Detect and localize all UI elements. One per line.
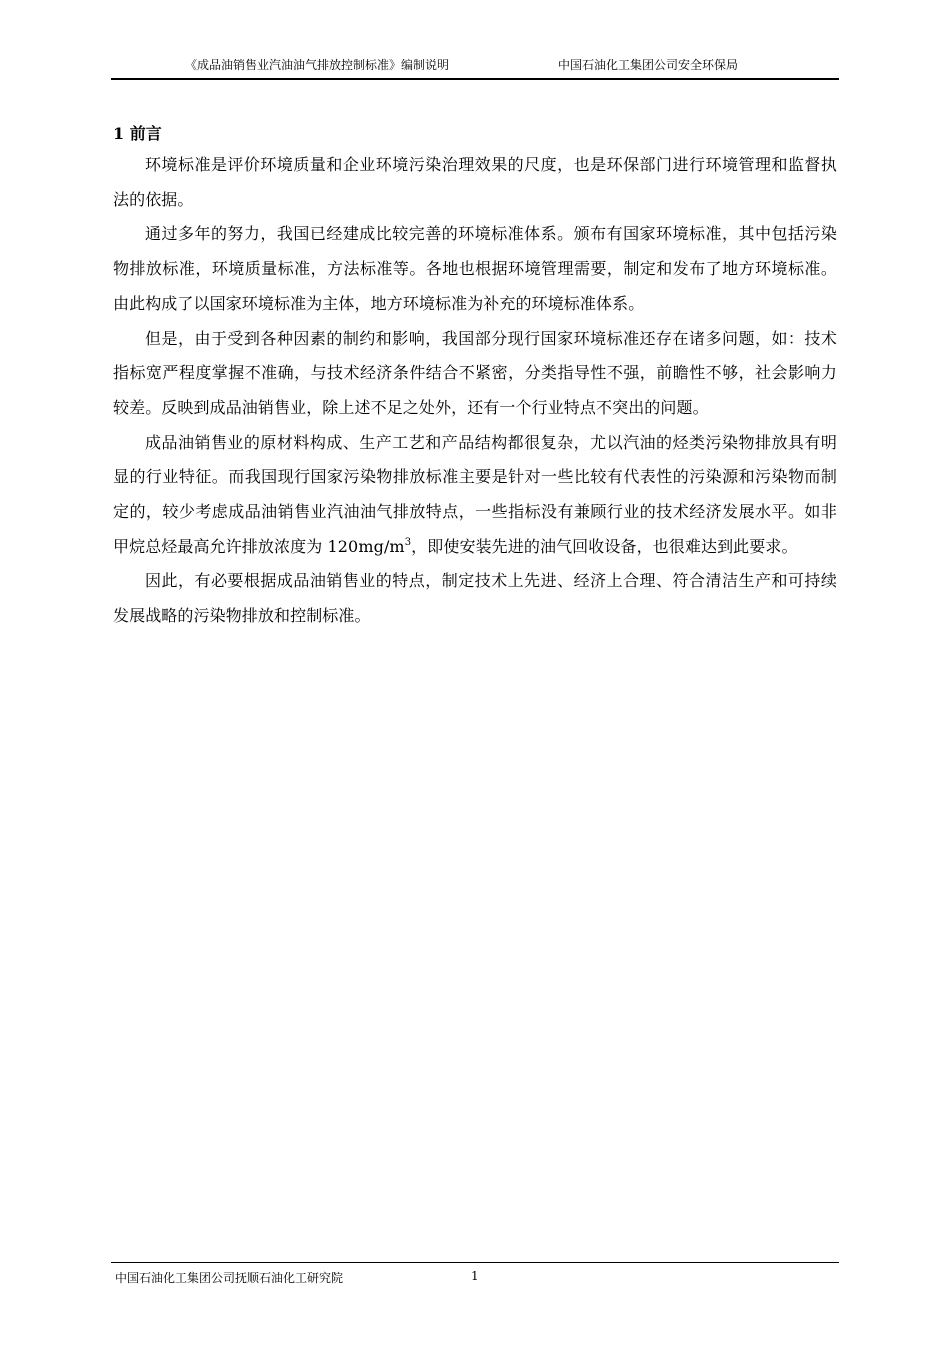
- issuing-bureau-header: 中国石油化工集团公司安全环保局: [558, 58, 739, 72]
- page-footer: [111, 1262, 839, 1293]
- paragraph-4-text: 成品油销售业的原材料构成、生产工艺和产品结构都很复杂，尤以汽油的烃类污染物排放具有明显的行业特征。而我国现行国家污染物排放标准主要是针对一些比较有代表性的污染源和污染物而制定的，较少考虑成品油销售业汽油油气排放特点，一些指标没有兼顾行业的技术经济发展水平。如非甲烷总烃最高允许排放浓度为 120mg/m: [113, 432, 837, 556]
- page-number: 1: [471, 1269, 479, 1283]
- paragraph-2: 通过多年的努力，我国已经建成比较完善的环境标准体系。颁布有国家环境标准，其中包括污染物排放标准，环境质量标准，方法标准等。各地也根据环境管理需要，制定和发布了地方环境标准。由此构成了以国家环境标准为主体，地方环境标准为补充的环境标准体系。: [113, 224, 837, 313]
- document-body: [113, 120, 837, 634]
- paragraph-5: 因此，有必要根据成品油销售业的特点，制定技术上先进、经济上合理、符合清洁生产和可持续发展战略的污染物排放和控制标准。: [113, 571, 837, 626]
- superscript-exponent: 3: [404, 536, 412, 548]
- paragraph-1: 环境标准是评价环境质量和企业环境污染治理效果的尺度，也是环保部门进行环境管理和监督执法的依据。: [113, 155, 837, 209]
- page-header: [111, 52, 839, 80]
- paragraph-4-text-end: ，即使安装先进的油气回收设备，也很难达到此要求。: [411, 536, 798, 556]
- footer-organization: 中国石油化工集团公司抚顺石油化工研究院: [115, 1271, 344, 1285]
- paragraph-4: [113, 426, 837, 565]
- paragraph-3: 但是，由于受到各种因素的制约和影响，我国部分现行国家环境标准还存在诸多问题，如：技术指标宽严程度掌握不准确，与技术经济条件结合不紧密，分类指导性不强，前瞻性不够，社会影响力较差。反映到成品油销售业，除上述不足之处外，还有一个行业特点不突出的问题。: [113, 328, 837, 417]
- document-title-header: 《成品油销售业汽油油气排放控制标准》编制说明: [185, 58, 450, 72]
- section-heading: 1 前言: [113, 124, 162, 143]
